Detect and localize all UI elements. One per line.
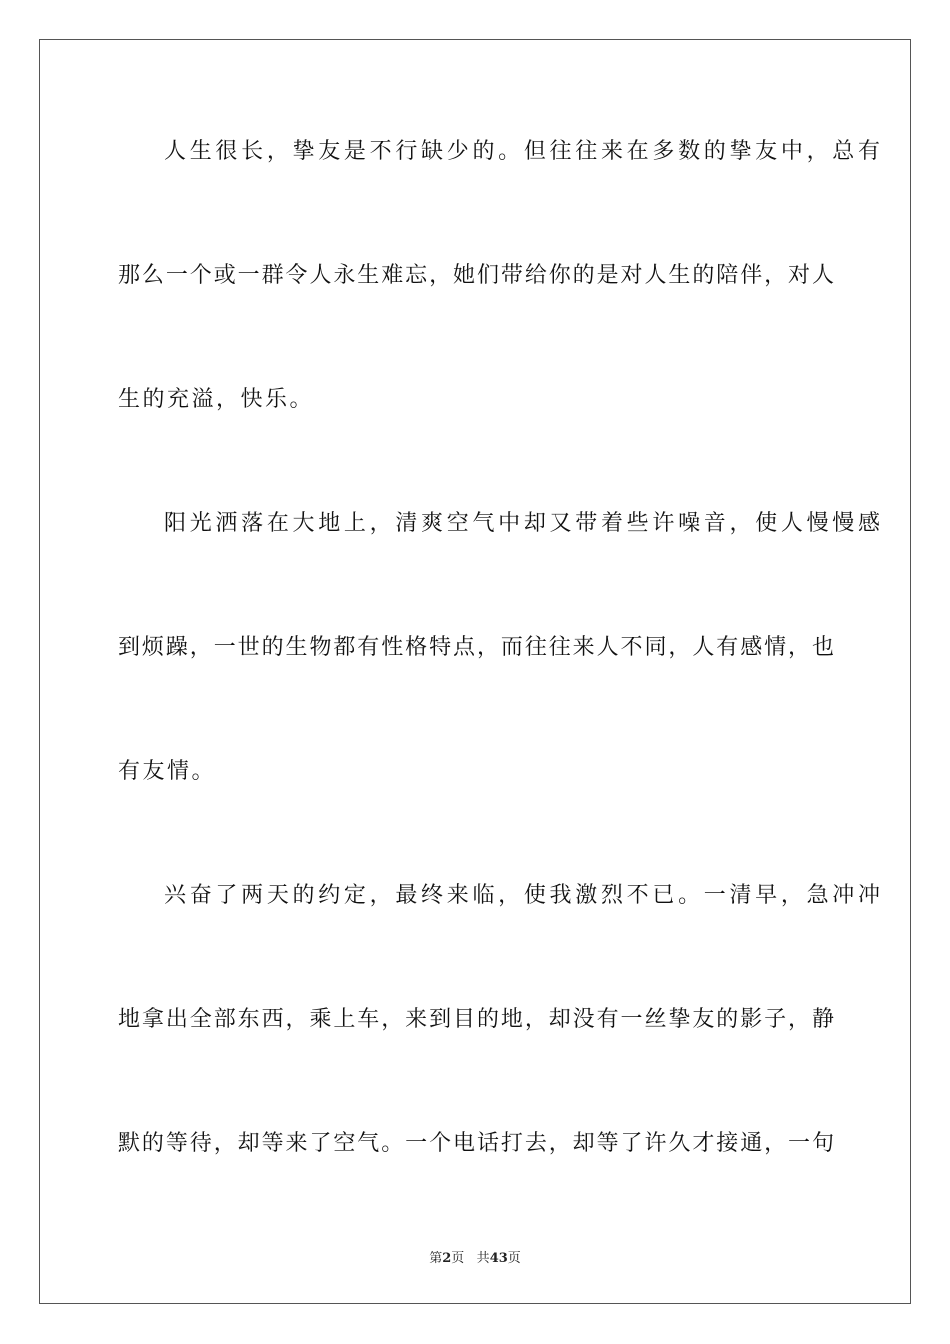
paragraph-3-line-1: 兴奋了两天的约定，最终来临，使我激烈不已。一清早，急冲冲 — [164, 883, 880, 908]
paragraph-2-line-1: 阳光洒落在大地上，清爽空气中却又带着些许噪音，使人慢慢感 — [164, 511, 880, 536]
paragraph-2-line-2: 到烦躁，一世的生物都有性格特点，而往往来人不同，人有感情，也 — [118, 635, 834, 660]
paragraph-3-line-3: 默的等待，却等来了空气。一个电话打去，却等了许久才接通，一句 — [118, 1131, 834, 1156]
page-prefix: 第 — [429, 1251, 443, 1266]
page-number: 2 — [442, 1251, 452, 1266]
total-pages: 43 — [489, 1251, 508, 1266]
page-suffix: 页 — [451, 1251, 465, 1266]
paragraph-1-line-1: 人生很长，挚友是不行缺少的。但往往来在多数的挚友中，总有 — [164, 139, 880, 164]
paragraph-1-line-3: 生的充溢，快乐。 — [118, 387, 315, 412]
paragraph-2-line-3: 有友情。 — [118, 759, 217, 784]
total-suffix: 页 — [507, 1251, 521, 1266]
paragraph-3-line-2: 地拿出全部东西，乘上车，来到目的地，却没有一丝挚友的影子，静 — [118, 1007, 834, 1032]
total-prefix: 共 — [476, 1251, 490, 1266]
page-border — [39, 39, 911, 1304]
page-footer — [0, 1247, 950, 1266]
paragraph-1-line-2: 那么一个或一群令人永生难忘，她们带给你的是对人生的陪伴，对人 — [118, 263, 834, 288]
